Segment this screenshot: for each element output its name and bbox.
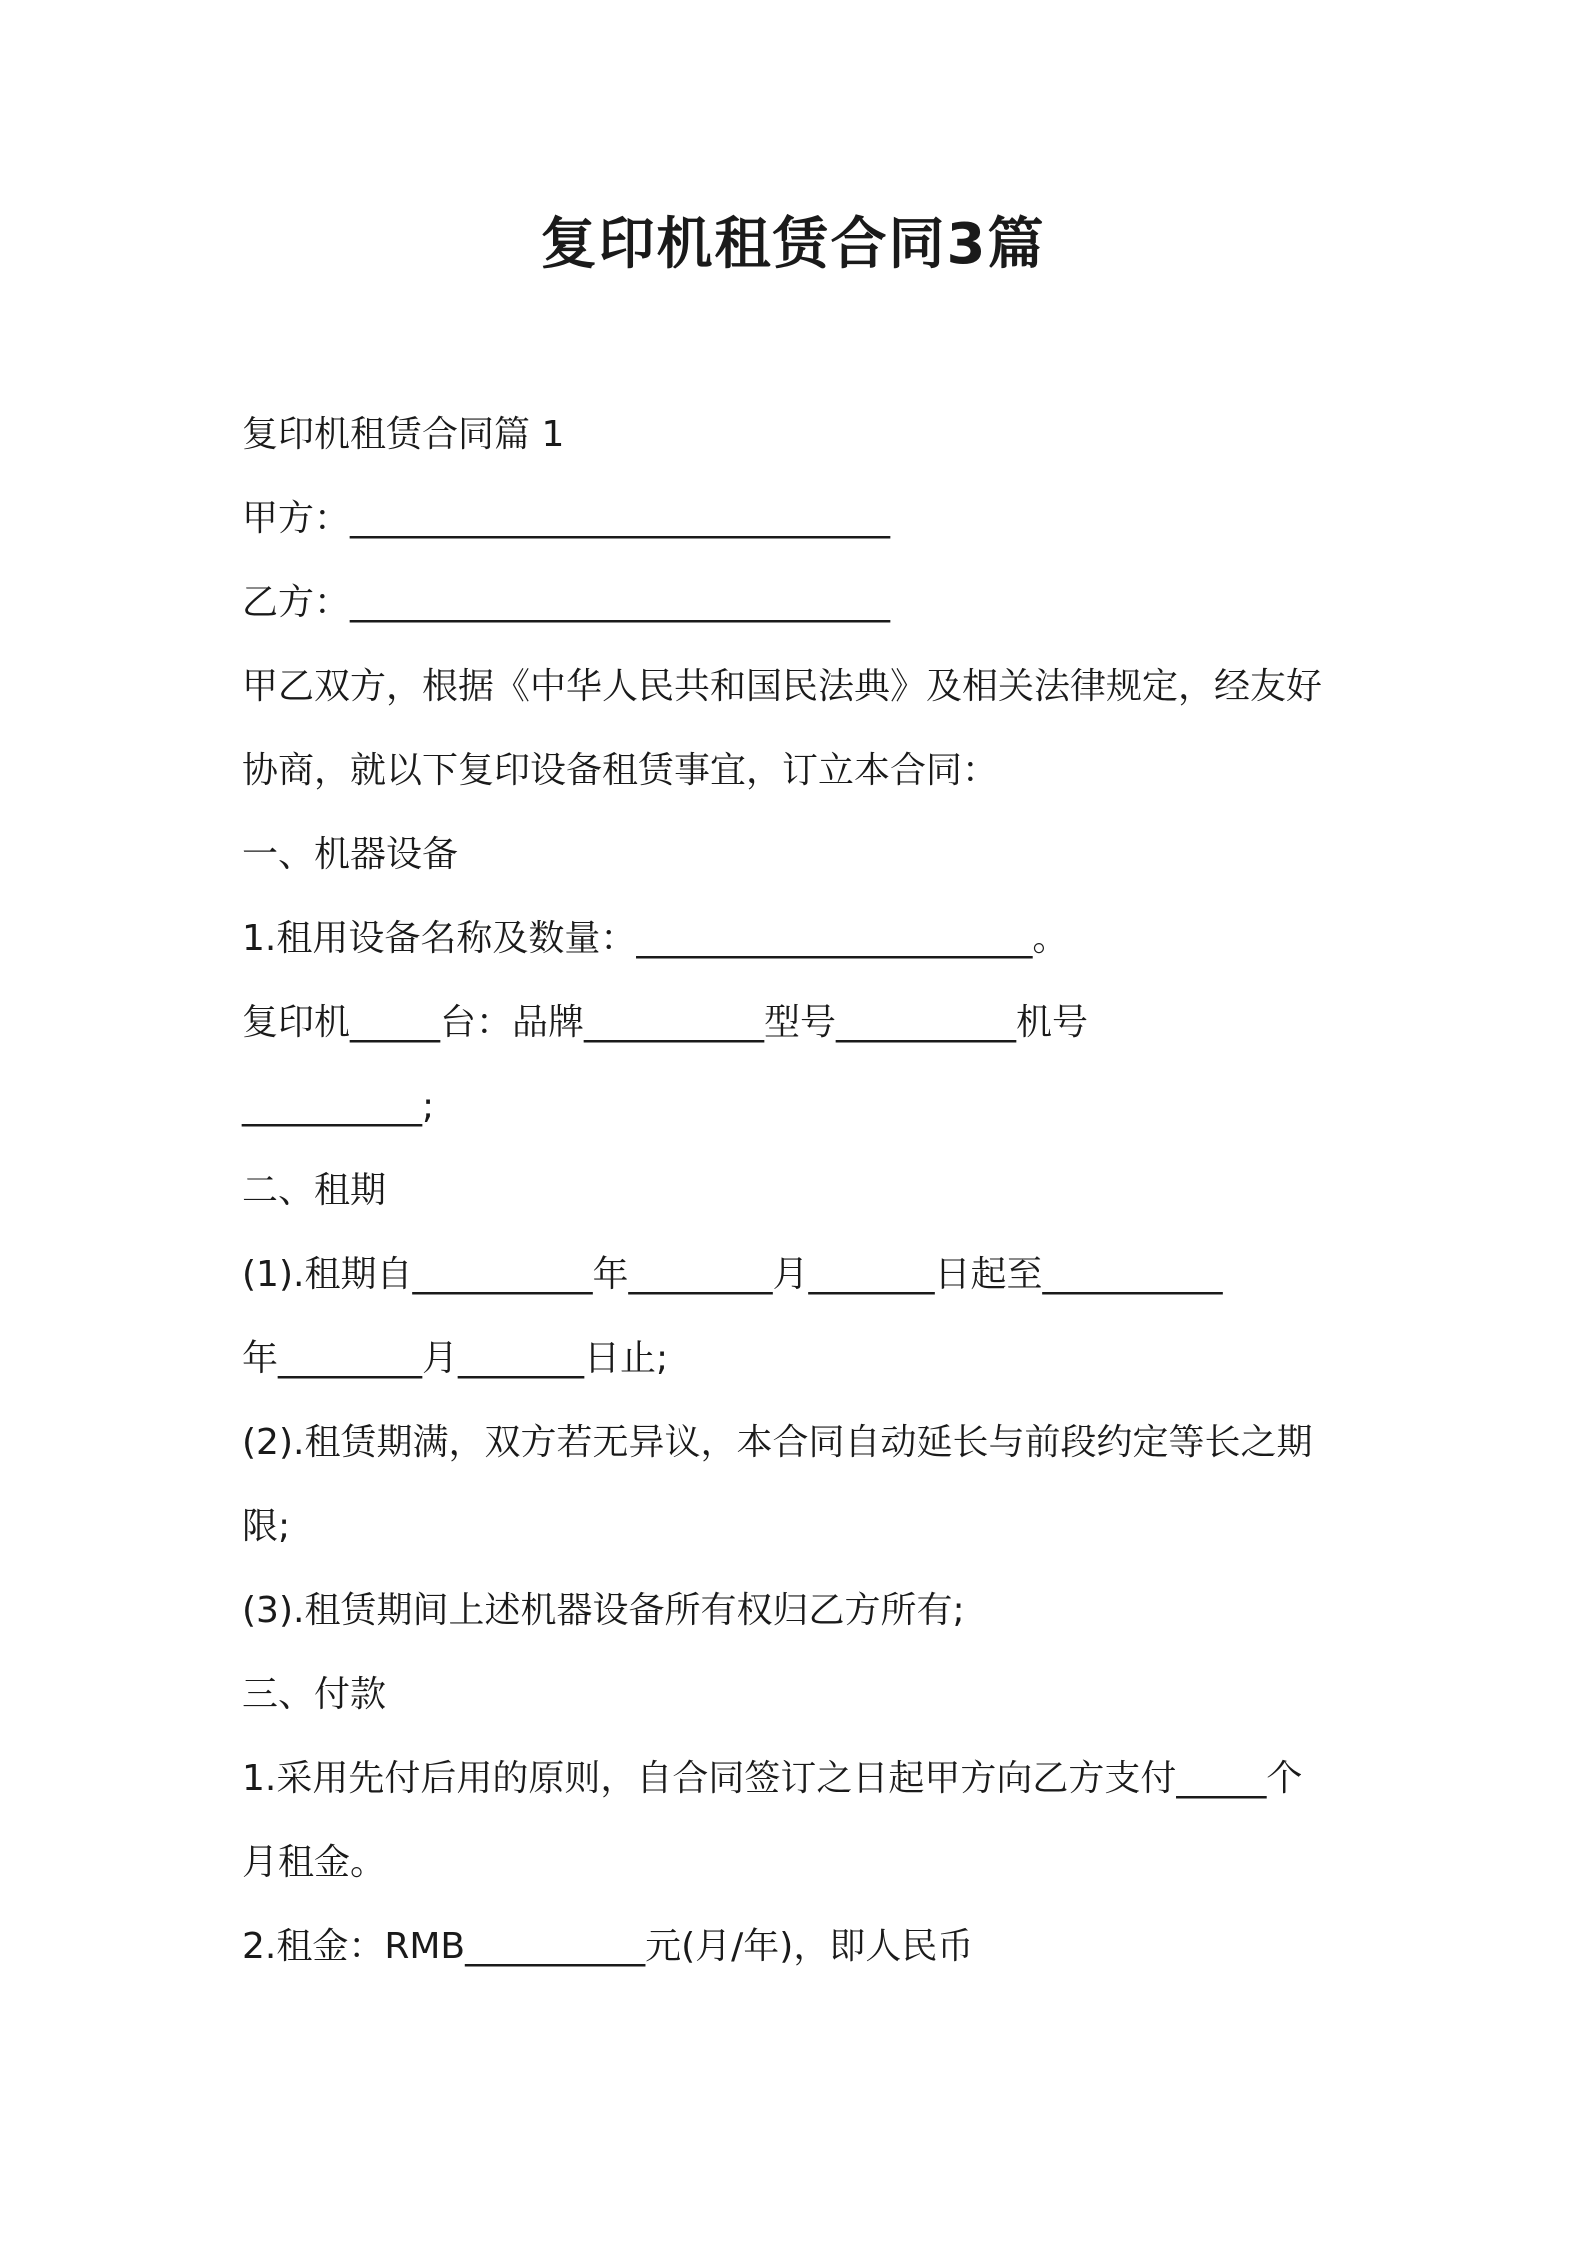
term-end-line: 年________月_______日止; <box>242 1338 669 1379</box>
machine-number-line: __________; <box>242 1086 435 1127</box>
party-a-line: 甲方：______________________________ <box>242 498 891 539</box>
payment-prepay-line-2: 月租金。 <box>242 1842 387 1883</box>
clause-heading-equipment: 一、机器设备 <box>242 834 459 875</box>
clause-heading-term: 二、租期 <box>242 1170 387 1211</box>
term-renewal-line-1: (2).租赁期满，双方若无异议，本合同自动延长与前段约定等长之期 <box>242 1422 1313 1463</box>
rent-amount-line: 2.租金：RMB__________元(月/年)，即人民币 <box>242 1926 974 1967</box>
ownership-line: (3).租赁期间上述机器设备所有权归乙方所有; <box>242 1590 965 1631</box>
term-renewal-line-2: 限; <box>242 1506 291 1547</box>
preamble-line-2: 协商，就以下复印设备租赁事宜，订立本合同： <box>242 750 999 791</box>
document-title: 复印机租赁合同3篇 <box>540 212 1046 277</box>
party-b-line: 乙方：______________________________ <box>242 582 891 623</box>
copier-details-line: 复印机_____台：品牌__________型号__________机号 <box>242 1002 1089 1043</box>
payment-prepay-line-1: 1.采用先付后用的原则，自合同签订之日起甲方向乙方支付_____个 <box>242 1758 1303 1799</box>
preamble-line-1: 甲乙双方，根据《中华人民共和国民法典》及相关法律规定，经友好 <box>242 666 1323 707</box>
section-heading-part-1: 复印机租赁合同篇 1 <box>242 414 565 455</box>
term-start-line: (1).租期自__________年________月_______日起至__________ <box>242 1254 1223 1295</box>
equipment-name-quantity-line: 1.租用设备名称及数量：______________________。 <box>242 918 1069 959</box>
clause-heading-payment: 三、付款 <box>242 1674 387 1715</box>
